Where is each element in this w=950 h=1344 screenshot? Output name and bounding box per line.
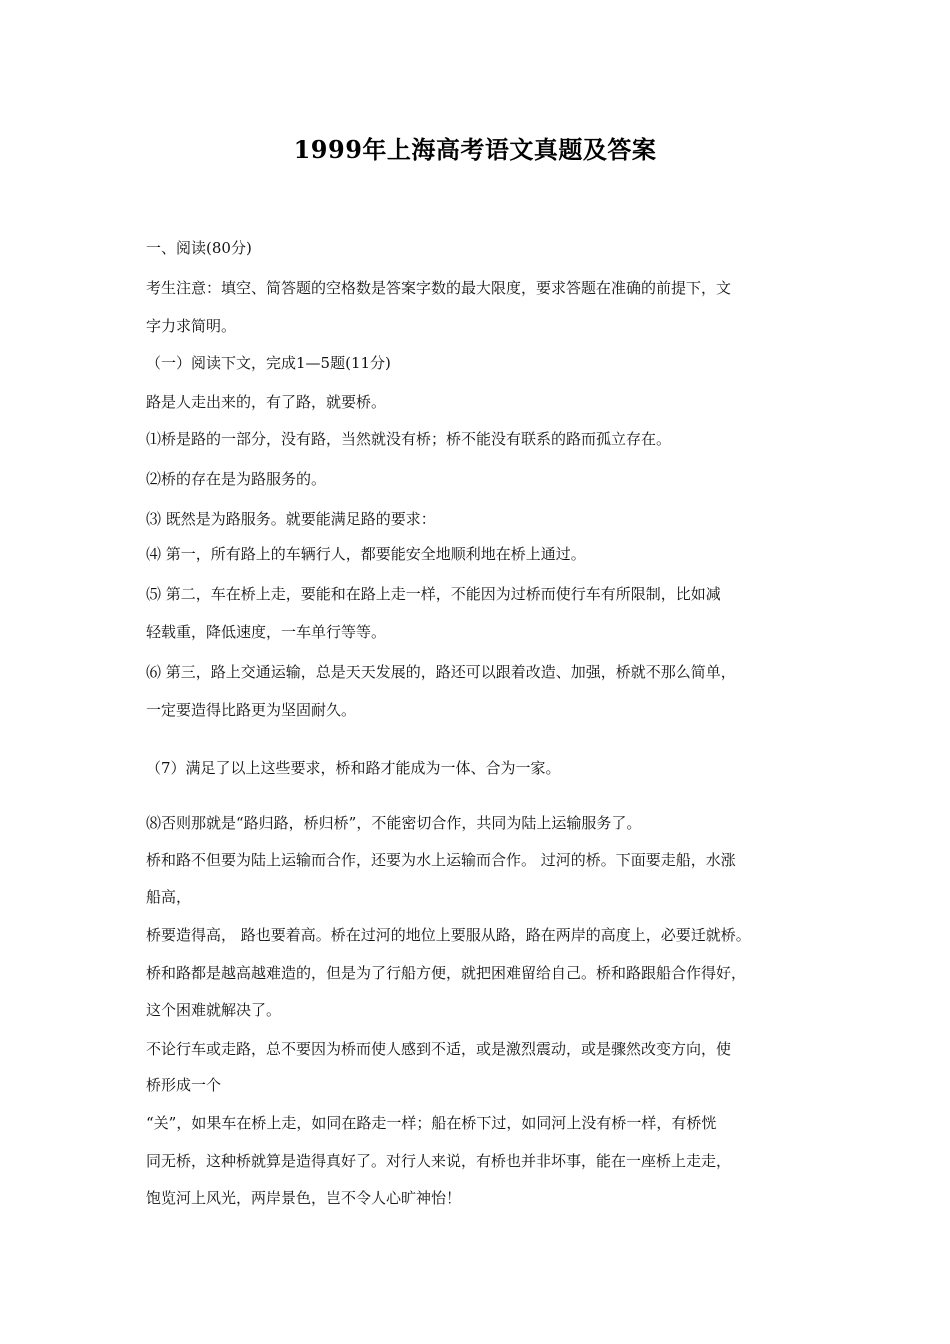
section-heading: 一、阅读(80分) [146,239,252,257]
text-line: 这个困难就解决了。 [146,1001,282,1019]
text-line: 桥形成一个 [146,1076,222,1094]
text-line: 桥要造得高， 路也要着高。桥在过河的地位上要服从路，路在两岸的高度上，必要迁就桥。 [146,926,751,944]
text-line: 轻载重，降低速度，一车单行等等。 [146,623,387,641]
text-line: ⑶ 既然是为路服务。就要能满足路的要求： [146,510,436,528]
text-line: （7）满足了以上这些要求，桥和路才能成为一体、合为一家。 [146,759,561,777]
text-line: 船高， [146,888,192,906]
text-line: 字力求简明。 [146,317,237,335]
text-line: 路是人走出来的，有了路，就要桥。 [146,393,387,411]
text-line: ⑸ 第二，车在桥上走，要能和在路上走一样，不能因为过桥而使行车有所限制，比如减 [146,585,721,603]
text-line: 桥和路都是越高越难造的，但是为了行船方便，就把困难留给自己。桥和路跟船合作得好， [146,964,747,982]
text-line: 不论行车或走路，总不要因为桥而使人感到不适，或是激烈震动，或是骤然改变方向，使 [146,1040,732,1058]
text-line: 考生注意：填空、简答题的空格数是答案字数的最大限度，要求答题在准确的前提下，文 [146,279,732,297]
text-line: 同无桥，这种桥就算是造得真好了。对行人来说，有桥也并非坏事，能在一座桥上走走， [146,1152,732,1170]
text-line: ⑹ 第三，路上交通运输，总是天天发展的，路还可以跟着改造、加强，桥就不那么简单， [146,663,736,681]
text-line: 桥和路不但要为陆上运输而合作，还要为水上运输而合作。 过河的桥。下面要走船，水涨 [146,851,736,869]
text-line: 饱览河上风光，两岸景色，岂不令人心旷神怡！ [146,1189,462,1207]
text-line: ⑴桥是路的一部分，没有路，当然就没有桥；桥不能没有联系的路而孤立存在。 [146,430,672,448]
text-line: “关”，如果车在桥上走，如同在路走一样；船在桥下过，如同河上没有桥一样，有桥恍 [146,1114,717,1132]
text-line: ⑻否则那就是“路归路，桥归桥”，不能密切合作，共同为陆上运输服务了。 [146,814,642,832]
subsection-heading: （一）阅读下文，完成1—5题(11分) [146,354,391,372]
text-line: 一定要造得比路更为坚固耐久。 [146,701,357,719]
text-line: ⑵桥的存在是为路服务的。 [146,470,327,488]
page-title: 1999年上海高考语文真题及答案 [293,135,657,164]
text-line: ⑷ 第一，所有路上的车辆行人，都要能安全地顺利地在桥上通过。 [146,545,586,563]
